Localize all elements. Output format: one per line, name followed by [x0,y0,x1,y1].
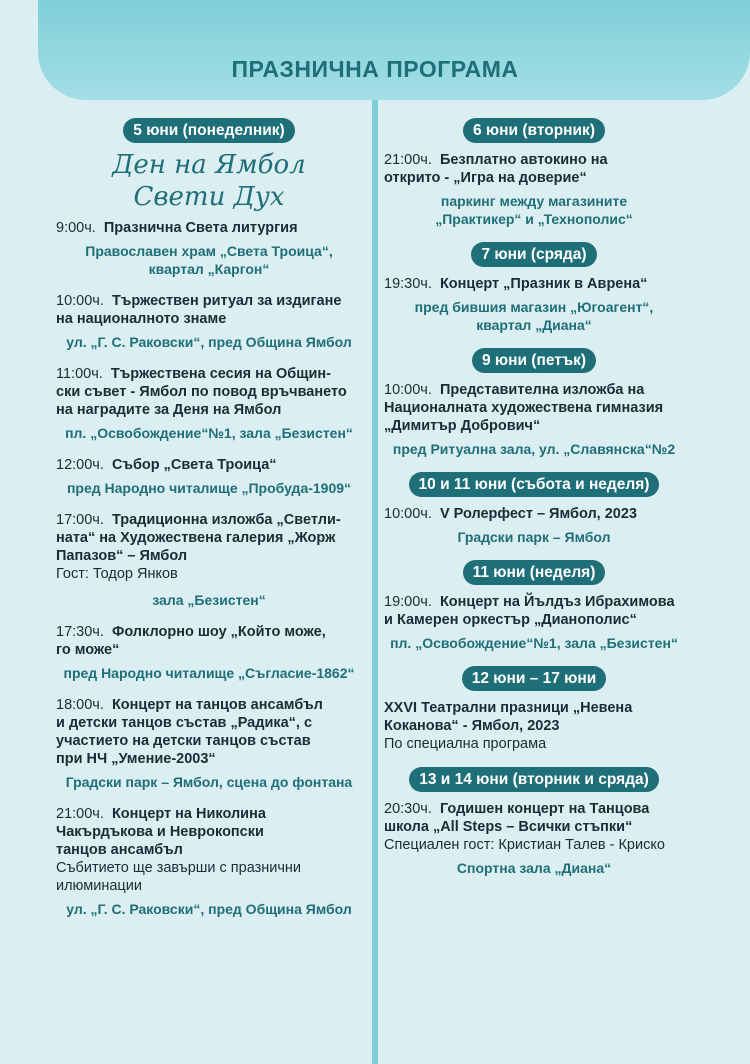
page-title: ПРАЗНИЧНА ПРОГРАМА [231,56,519,82]
event-title: Чакърдъкова и Неврокопски [56,824,264,840]
event-item [56,219,362,278]
day-badge: 6 юни (вторник) [463,118,605,143]
event-item [384,275,684,334]
event-note: Събитието ще завърши с празнични [56,860,302,876]
event-item [56,623,362,682]
day-badge: 13 и 14 юни (вторник и сряда) [409,767,659,792]
event-title: ната“ на Художествена галерия „Жорж [56,530,336,546]
event-time: 18:00ч. [56,697,104,713]
event-time: 20:30ч. [384,801,432,817]
event-title: Коканова“ - Ямбол, 2023 [384,718,560,734]
event-time: 10:00ч. [384,382,432,398]
event-title: Тържествена сесия на Общин- [110,366,331,382]
event-time: 17:30ч. [56,624,104,640]
day-badge: 7 юни (сряда) [471,242,596,267]
event-item [56,805,362,918]
event-location: ул. „Г. С. Раковски“, пред Община Ямбол [66,334,352,350]
event-note: илюминации [56,878,142,894]
event-title: и детски танцов състав „Радика“, с [56,715,313,731]
event-location: Православен храм „Света Троица“, квартал „Каргон“ [85,243,333,277]
script-line: Ден на Ямбол [112,150,306,180]
event-note: Гост: Тодор Янков [56,566,178,582]
day-badge: 12 юни – 17 юни [462,666,607,691]
event-title: танцов ансамбъл [56,842,183,858]
event-location: зала „Безистен“ [152,592,266,608]
script-line: Свети Дух [133,182,285,212]
event-title: ски съвет - Ямбол по повод връчването [56,384,347,400]
event-item [56,511,362,609]
event-location: пред Ритуална зала, ул. „Славянска“№2 [392,441,676,457]
event-title: Безплатно автокино на [439,152,608,168]
event-location: Спортна зала „Диана“ [456,860,612,876]
event-title: Концерт на Николина [111,806,266,822]
event-title: XXVI Театрални празници „Невена [384,700,633,716]
event-title: Националната художествена гимназия [384,400,664,416]
left-column [56,118,362,918]
event-time: 10:00ч. [384,506,432,522]
event-item [384,800,684,877]
event-title: открито - „Игра на доверие“ [384,170,587,186]
event-item [384,699,684,753]
event-title: го може“ [56,642,120,658]
script-heading [56,149,362,213]
event-item [56,456,362,497]
event-title: Фолклорно шоу „Който може, [111,624,326,640]
event-title: V Ролерфест – Ямбол, 2023 [439,506,637,522]
day-badge: 11 юни (неделя) [463,560,606,585]
event-time: 21:00ч. [384,152,432,168]
event-title: школа „All Steps – Всички стъпки“ [384,819,633,835]
event-title: Традиционна изложба „Светли- [111,512,341,528]
day-badge: 5 юни (понеделник) [123,118,294,143]
event-location: Градски парк – Ямбол, сцена до фонтана [65,774,353,790]
event-title: Тържествен ритуал за издигане [111,293,342,309]
event-time: 10:00ч. [56,293,104,309]
event-time: 17:00ч. [56,512,104,528]
event-note: Специален гост: Кристиан Талев - Криско [384,837,665,853]
day-badge: 9 юни (петък) [472,348,596,373]
event-location: пред Народно читалище „Съгласие-1862“ [63,665,355,681]
event-location: Градски парк – Ямбол [457,529,611,545]
event-item [384,593,684,652]
event-title: на наградите за Деня на Ямбол [56,402,282,418]
event-item [384,505,684,546]
event-title: Събор „Света Троица“ [111,457,277,473]
event-title: Папазов“ – Ямбол [56,548,188,564]
event-location: пл. „Освобождение“№1, зала „Безистен“ [390,635,678,651]
event-title: Представителна изложба на [439,382,645,398]
event-time: 11:00ч. [56,366,103,382]
event-item [56,696,362,791]
event-time: 19:30ч. [384,276,432,292]
event-location: пред бившия магазин „Югоагент“, квартал „Диана“ [414,299,654,333]
day-badge: 10 и 11 юни (събота и неделя) [409,472,660,497]
event-title: Концерт на Йълдъз Ибрахимова [439,594,675,610]
event-item [56,365,362,442]
event-title: Годишен концерт на Танцова [439,801,650,817]
event-time: 21:00ч. [56,806,104,822]
event-title: участието на детски танцов състав [56,733,311,749]
column-divider [372,100,378,1064]
event-item [56,292,362,351]
event-time: 19:00ч. [384,594,432,610]
event-title: Концерт „Празник в Авренa“ [439,276,648,292]
event-title: при НЧ „Умение-2003“ [56,751,216,767]
event-location: ул. „Г. С. Раковски“, пред Община Ямбол [66,901,352,917]
event-note: По специална програма [384,736,547,752]
event-location: паркинг между магазините „Практикер“ и „Технополис“ [435,193,633,227]
event-location: пред Народно читалище „Пробуда-1909“ [66,480,352,496]
event-location: пл. „Освобождение“№1, зала „Безистен“ [65,425,353,441]
event-time: 9:00ч. [56,220,96,236]
event-item [384,381,684,458]
event-title: на националното знаме [56,311,227,327]
right-column [384,118,684,877]
event-title: Концерт на танцов ансамбъл [111,697,323,713]
event-title: Празнична Света литургия [103,220,298,236]
event-item [384,151,684,228]
event-title: „Димитър Добрович“ [384,418,541,434]
header-banner [38,0,750,100]
event-title: и Камерен оркестър „Дианополис“ [384,612,637,628]
event-time: 12:00ч. [56,457,104,473]
